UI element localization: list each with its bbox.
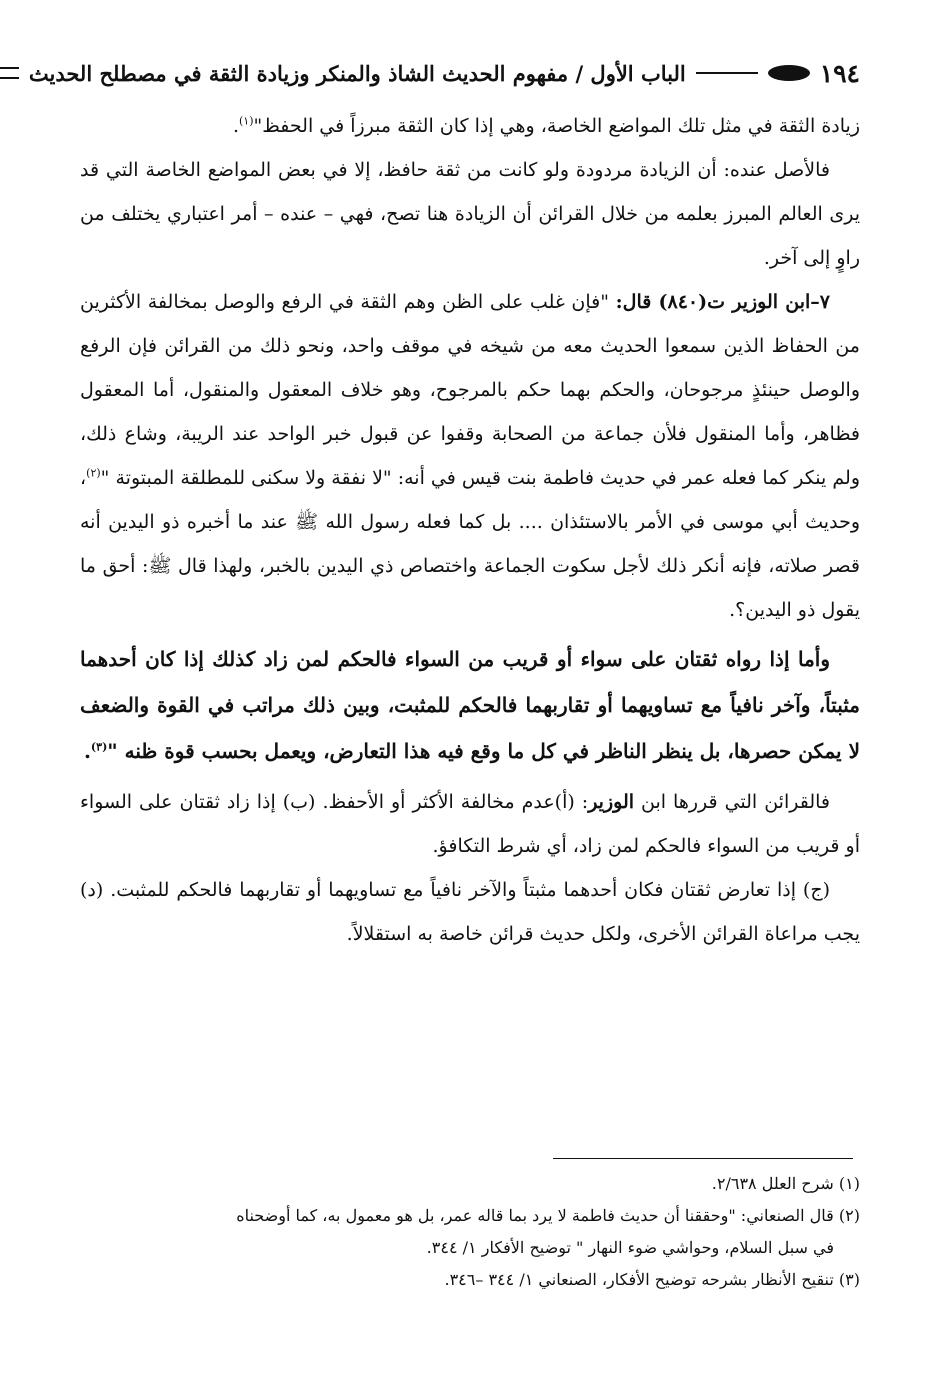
header-rule (696, 72, 758, 74)
header-double-rule (0, 67, 19, 79)
footnote-separator (553, 1158, 853, 1159)
footnote-ref-2[interactable]: (٢) (86, 466, 101, 480)
paragraph-5-bold: الوزير (588, 791, 635, 813)
header-ornament (768, 65, 810, 81)
footnote-ref-3[interactable]: (٣) (90, 740, 108, 754)
paragraph-3-lead: ٧–ابن الوزير ت(٨٤٠) قال: (615, 291, 830, 313)
paragraph-5 (80, 780, 860, 868)
footnote-ref-1[interactable]: (١) (239, 114, 254, 128)
paragraph-4-text: وأما إذا رواه ثقتان على سواء أو قريب من السواء فالحكم لمن زاد كذلك إذا كان أحدهما مثبتاً، وآخر نافياً مع تساويهما أو تقاربهما فالحكم للمثبت، وبين ذلك مراتب في القوة والضعف لا يمكن حصرها، بل ينظر الناظر في كل ما وقع فيه هذا التعارض، ويعمل بحسب قوة ظنه " (80, 647, 860, 763)
footnote-2: (٢) قال الصنعاني: "وحققنا أن حديث فاطمة لا يرد بما قاله عمر، بل هو معمول به، كما أوضحناه (236, 1206, 860, 1225)
page-number: ١٩٤ (819, 58, 860, 88)
paragraph-3-text-a: "فإن غلب على الظن وهم الثقة في الرفع والوصل بمخالفة الأكثرين من الحفاظ الذين سمعوا الحديث معه من شيخه في موقف واحد، ونحو ذلك من القرائن فإن الرفع والوصل حينئذٍ مرجوحان، والحكم بهما حكم بالمرجوح، وهو خلاف المعقول والمنقول، أما المعقول فظاهر، وأما المنقول فلأن جماعة من الصحابة وقفوا عن قبول خبر الواحد عند الريبة، وشاع ذلك، ولم ينكر كما فعله عمر في حديث فاطمة بنت قيس في أنه: "لا نفقة ولا سكنى للمطلقة المبتوتة " (80, 291, 860, 489)
paragraph-3-text-b: ، وحديث أبي موسى في الأمر بالاستئذان .... بل كما فعله رسول الله ﷺ عند ما أخبره ذو اليدين أنه قصر صلاته، فإنه أنكر ذلك لأجل سكوت الجماعة واختصاص ذي اليدين بالخبر، ولهذا قال ﷺ: أحق ما يقول ذو اليدين؟. (80, 467, 860, 621)
body-text (80, 104, 860, 956)
footnote-3: (٣) تنقيح الأنظار بشرحه توضيح الأفكار، الصنعاني ١/ ٣٤٤ –٣٤٦. (444, 1270, 860, 1289)
paragraph-1-end: . (232, 115, 239, 137)
paragraph-4-end: . (83, 739, 91, 763)
paragraph-6: (ج) إذا تعارض ثقتان فكان أحدهما مثبتاً والآخر نافياً مع تساويهما أو تقاربهما فالحكم للمثبت. (د) يجب مراعاة القرائن الأخرى، ولكل حديث قرائن خاصة به استقلالاً. (80, 879, 860, 945)
paragraph-2: فالأصل عنده: أن الزيادة مردودة ولو كانت من ثقة حافظ، إلا في بعض المواضع الخاصة التي قد يرى العالم المبرز بعلمه من خلال القرائن أن الزيادة هنا تصح، فهي – عنده – أمر اعتباري يختلف من راوٍ إلى آخر. (80, 159, 860, 269)
running-header (28, 52, 860, 94)
paragraph-1 (80, 104, 860, 148)
paragraph-5-text-b: : (أ)عدم مخالفة الأكثر أو الأحفظ. (ب) إذا زاد ثقتان على السواء أو قريب من السواء فالحكم لمن زاد، أي شرط التكافؤ. (80, 791, 860, 857)
paragraph-3 (80, 280, 860, 632)
paragraph-4-bold (80, 636, 860, 774)
header-title: الباب الأول / مفهوم الحديث الشاذ والمنكر وزيادة الثقة في مصطلح الحديث (28, 60, 686, 86)
footnote-2-continued: في سبل السلام، وحواشي ضوء النهار " توضيح الأفكار ١/ ٣٤٤. (426, 1238, 834, 1257)
footnote-1: (١) شرح العلل ٢/٦٣٨. (711, 1174, 860, 1193)
footnotes (80, 1168, 860, 1296)
paragraph-1-text: زيادة الثقة في مثل تلك المواضع الخاصة، وهي إذا كان الثقة مبرزاً في الحفظ" (253, 115, 860, 137)
paragraph-5-text-a: فالقرائن التي قررها ابن (634, 791, 830, 813)
